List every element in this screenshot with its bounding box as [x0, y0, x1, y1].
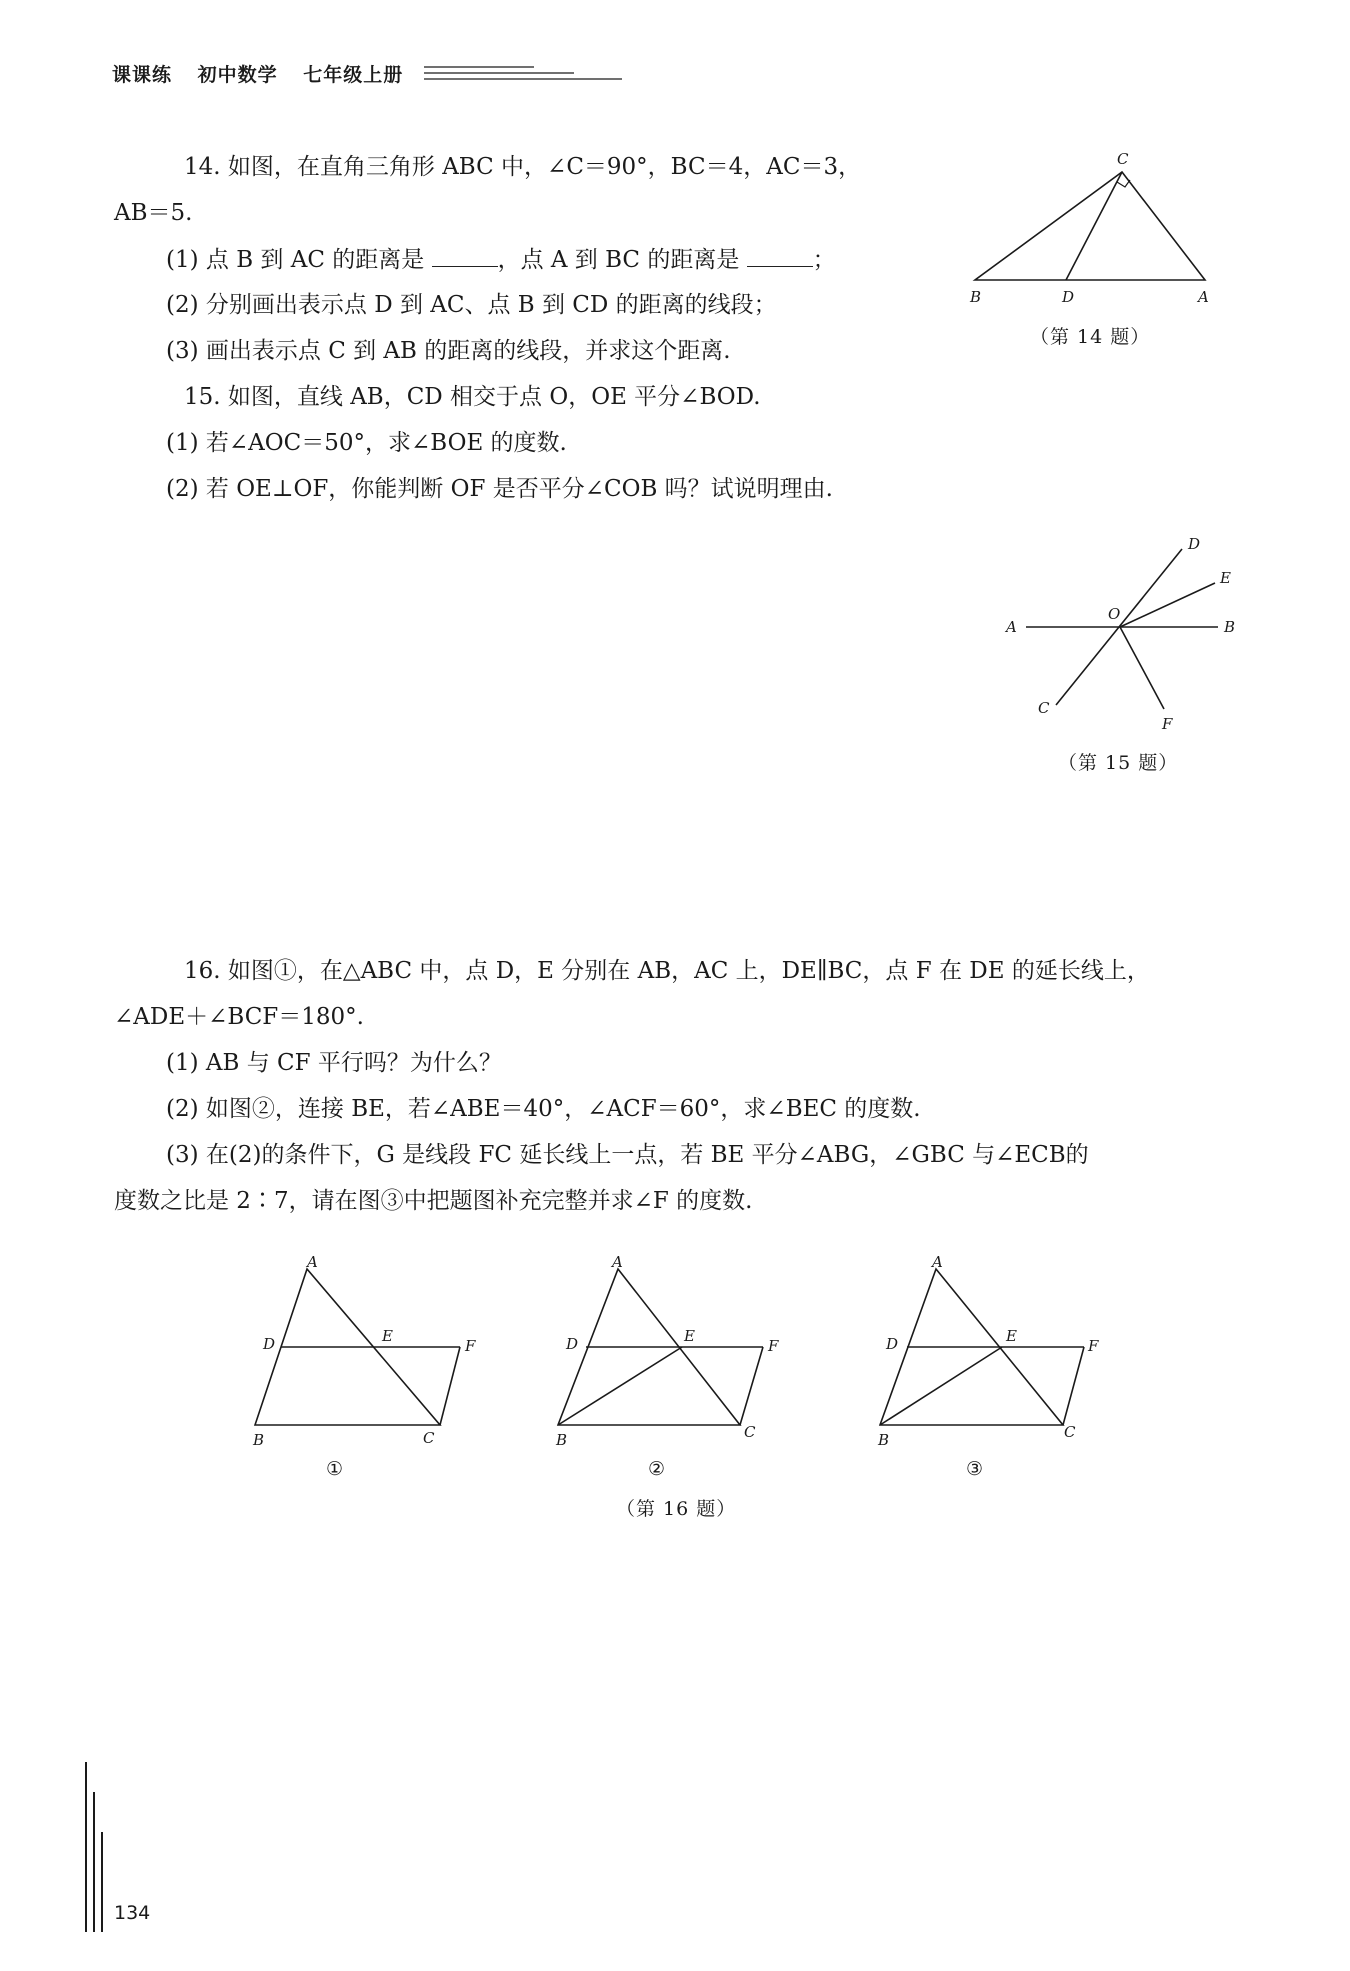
- q15-label-c: C: [1038, 699, 1050, 717]
- q14-label-a: A: [1198, 288, 1209, 306]
- q16-fig3-number: ③: [966, 1458, 984, 1480]
- q14-part1-c: ；: [812, 247, 836, 273]
- q14-part1: [166, 244, 836, 275]
- q16-fig3-label-d: D: [886, 1335, 899, 1353]
- q16-fig1-label-c: C: [423, 1429, 435, 1447]
- q16-fig2-label-b: B: [556, 1431, 568, 1449]
- q16-fig2-line-be: [558, 1347, 682, 1425]
- margin-decor-bars: [84, 1762, 108, 1932]
- header-grade: 七年级上册: [303, 64, 404, 86]
- q14-part3: (3) 画出表示点 C 到 AB 的距离的线段，并求这个距离.: [166, 338, 731, 364]
- q16-fig3-label-f: F: [1088, 1337, 1099, 1355]
- q15-label-a: A: [1006, 618, 1017, 636]
- q16-part1: (1) AB 与 CF 平行吗？为什么？: [166, 1050, 502, 1076]
- q16-fig1-line-fc: [440, 1347, 460, 1425]
- q16-fig2-label-c: C: [744, 1423, 756, 1441]
- q16-part2: (2) 如图②，连接 BE，若∠ABE＝40°，∠ACF＝60°，求∠BEC 的度数.: [166, 1096, 921, 1122]
- q14-label-c: C: [1117, 150, 1129, 168]
- q16-fig2-label-a: A: [612, 1255, 623, 1271]
- header-decor-lines: [424, 64, 624, 84]
- q15-label-f: F: [1162, 715, 1173, 733]
- header-series: 课课练: [112, 64, 173, 86]
- q14-part1-b: ，点 A 到 BC 的距离是: [497, 247, 747, 273]
- q16-part3-a: (3) 在(2)的条件下，G 是线段 FC 延长线上一点，若 BE 平分∠ABG，∠GBC 与∠ECB的: [166, 1142, 1089, 1168]
- q16-fig3-line-be: [880, 1347, 1002, 1425]
- q16-fig3-label-c: C: [1064, 1423, 1076, 1441]
- q16-figure-1: [245, 1255, 495, 1455]
- q16-fig2-number: ②: [648, 1458, 666, 1480]
- q14-line1: 14. 如图，在直角三角形 ABC 中，∠C＝90°，BC＝4，AC＝3，: [184, 154, 862, 180]
- q14-caption: （第 14 题）: [1030, 326, 1151, 348]
- q16-fig3-label-b: B: [878, 1431, 890, 1449]
- q16-fig2-label-d: D: [566, 1335, 579, 1353]
- q15-label-e: E: [1220, 569, 1231, 587]
- q15-part2: (2) 若 OE⊥OF，你能判断 OF 是否平分∠COB 吗？试说明理由.: [166, 476, 833, 502]
- q16-caption: （第 16 题）: [616, 1498, 737, 1520]
- q14-segment-cd: [1066, 172, 1122, 280]
- q16-part3-b: 度数之比是 2∶7，请在图③中把题图补充完整并求∠F 的度数.: [114, 1188, 753, 1214]
- q14-label-b: B: [970, 288, 982, 306]
- q16-fig3-line-fc: [1063, 1347, 1084, 1425]
- q16-fig1-number: ①: [326, 1458, 344, 1480]
- q15-part1: (1) 若∠AOC＝50°，求∠BOE 的度数.: [166, 430, 567, 456]
- q16-fig1-label-e: E: [382, 1327, 393, 1345]
- q14-line2: AB＝5.: [114, 200, 193, 226]
- q16-figure-2: [548, 1255, 798, 1455]
- q14-blank-1[interactable]: [432, 244, 498, 267]
- q16-fig1-label-a: A: [307, 1255, 318, 1271]
- q15-caption: （第 15 题）: [1058, 752, 1179, 774]
- q15-label-o: O: [1108, 605, 1121, 623]
- q16-fig1-label-b: B: [253, 1431, 265, 1449]
- q15-label-d: D: [1188, 535, 1201, 553]
- q14-triangle: [975, 172, 1205, 280]
- page-number: 134: [114, 1902, 151, 1924]
- q15-line1: 15. 如图，直线 AB，CD 相交于点 O，OE 平分∠BOD.: [184, 384, 761, 410]
- q16-line1: 16. 如图①，在△ABC 中，点 D，E 分别在 AB，AC 上，DE∥BC，点 F 在 DE 的延长线上，: [184, 958, 1150, 984]
- page-header: [112, 60, 421, 87]
- q15-label-b: B: [1224, 618, 1236, 636]
- q14-part1-a: (1) 点 B 到 AC 的距离是: [166, 247, 432, 273]
- q14-label-d: D: [1062, 288, 1075, 306]
- header-subject: 初中数学: [197, 64, 278, 86]
- q15-figure: [1000, 535, 1250, 735]
- q16-fig2-label-f: F: [768, 1337, 779, 1355]
- q14-part2: (2) 分别画出表示点 D 到 AC、点 B 到 CD 的距离的线段；: [166, 292, 777, 318]
- q14-figure: [960, 150, 1220, 310]
- q16-line2: ∠ADE＋∠BCF＝180°.: [114, 1004, 364, 1030]
- q16-fig2-label-e: E: [684, 1327, 695, 1345]
- q16-fig3-label-e: E: [1006, 1327, 1017, 1345]
- q15-ray-of: [1120, 627, 1164, 709]
- q16-fig1-label-d: D: [263, 1335, 276, 1353]
- q16-fig1-label-f: F: [465, 1337, 476, 1355]
- q16-figure-3: [870, 1255, 1120, 1455]
- q14-blank-2[interactable]: [747, 244, 813, 267]
- q15-ray-oe: [1120, 583, 1215, 627]
- q16-fig2-line-fc: [740, 1347, 763, 1425]
- q16-fig3-label-a: A: [932, 1255, 943, 1271]
